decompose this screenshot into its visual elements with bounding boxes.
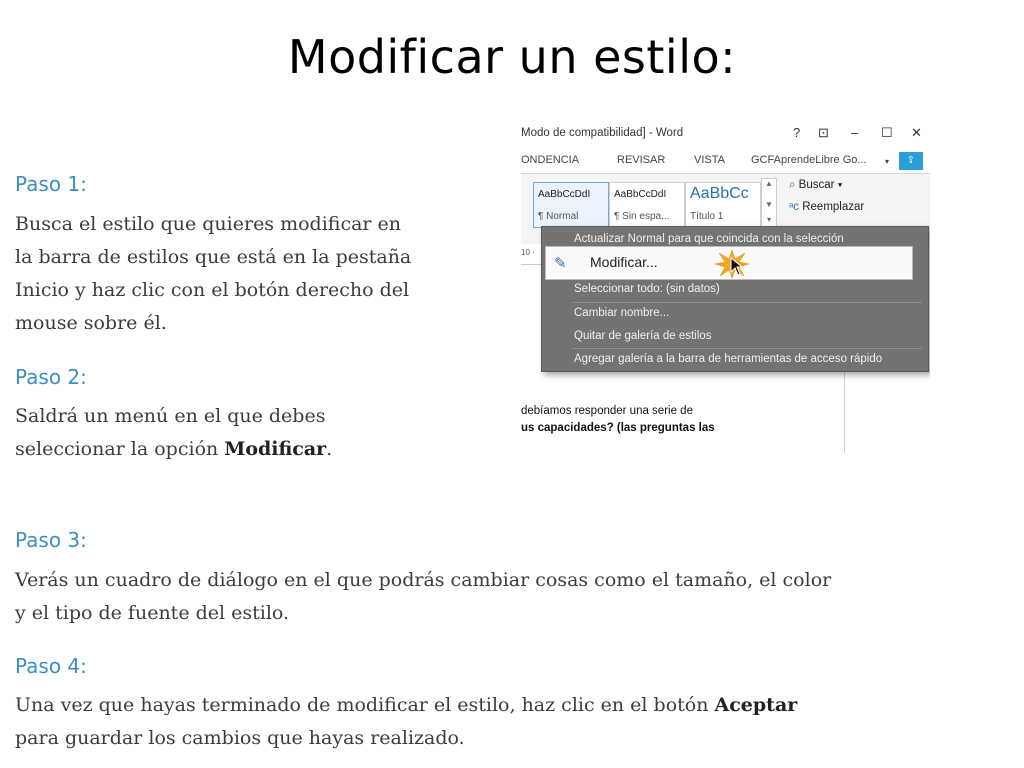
menu-item-select-all[interactable]: Seleccionar todo: (sin datos) xyxy=(574,283,720,295)
menu-separator xyxy=(572,348,922,349)
step-4-bold-button: Aceptar xyxy=(714,694,798,716)
find-dropdown-icon: ▾ xyxy=(837,179,843,191)
style-sample: AaBbCcDdI xyxy=(538,189,591,200)
style-context-menu xyxy=(541,226,929,372)
modify-style-icon: ✎ xyxy=(554,255,567,272)
menu-item-modify-label: Modificar... xyxy=(590,254,658,270)
tab-correspondencia[interactable]: ONDENCIA xyxy=(521,154,580,166)
menu-item-remove-from-gallery[interactable]: Quitar de galería de estilos xyxy=(574,330,712,342)
style-sin-espaciado[interactable] xyxy=(609,182,685,228)
step-2-line xyxy=(15,433,332,466)
click-burst-icon xyxy=(714,249,750,279)
style-sample: AaBbCc xyxy=(690,185,749,202)
step-3-label: Paso 3: xyxy=(15,528,87,552)
step-2-text-post: . xyxy=(326,438,333,460)
document-line: us capacidades? (las preguntas las xyxy=(521,422,715,434)
menu-item-update-normal[interactable]: Actualizar Normal para que coincida con la selección xyxy=(574,233,844,245)
step-3-text xyxy=(15,564,831,630)
word-screenshot xyxy=(521,119,930,453)
replace-icon: ᵃc xyxy=(789,201,800,213)
binoculars-icon: ⌕ xyxy=(789,179,796,191)
step-1-text xyxy=(15,208,411,340)
step-3-line: y el tipo de fuente del estilo. xyxy=(15,602,290,624)
more-styles-icon[interactable]: ▾ xyxy=(766,215,771,224)
word-title-bar xyxy=(521,119,930,149)
menu-item-modify[interactable] xyxy=(545,246,913,280)
step-1-line: Inicio y haz clic con el botón derecho del xyxy=(15,279,410,301)
ribbon-display-button[interactable]: ⊡ xyxy=(818,125,829,140)
step-4-text xyxy=(15,689,797,755)
scroll-down-icon[interactable]: ▼ xyxy=(765,200,773,209)
style-name: ¶ Sin espa... xyxy=(614,211,670,222)
step-4-label: Paso 4: xyxy=(15,654,87,678)
share-icon[interactable]: ⇪ xyxy=(899,152,923,170)
find-button[interactable] xyxy=(789,179,843,192)
scroll-up-icon[interactable]: ▲ xyxy=(765,179,773,188)
step-2-text xyxy=(15,400,332,466)
step-1-line: Busca el estilo que quieres modificar en xyxy=(15,213,402,235)
help-button[interactable]: ? xyxy=(793,125,801,140)
window-title: Modo de compatibilidad] - Word xyxy=(521,127,684,139)
step-3-line: Verás un cuadro de diálogo en el que podrás cambiar cosas como el tamaño, el color xyxy=(15,569,832,591)
menu-item-add-gallery-to-qat[interactable]: Agregar galería a la barra de herramientas de acceso rápido xyxy=(574,353,883,365)
step-2-bold-option: Modificar xyxy=(224,438,327,460)
close-button[interactable]: ✕ xyxy=(911,125,922,140)
document-line: debíamos responder una serie de xyxy=(521,405,693,417)
style-name: Título 1 xyxy=(690,211,724,222)
account-dropdown-icon[interactable]: ▾ xyxy=(885,157,890,166)
style-normal[interactable] xyxy=(533,182,609,228)
style-titulo-1[interactable] xyxy=(685,182,761,228)
step-4-text-pre: Una vez que hayas terminado de modificar el estilo, haz clic en el botón xyxy=(15,694,715,716)
ruler: 10 · xyxy=(521,248,561,265)
step-2-line: Saldrá un menú en el que debes xyxy=(15,405,326,427)
slide-title: Modificar un estilo: xyxy=(287,30,737,84)
step-1-line: la barra de estilos que está en la pestaña xyxy=(15,246,412,268)
menu-separator xyxy=(572,302,922,303)
find-label: Buscar xyxy=(798,179,835,191)
style-name: ¶ Normal xyxy=(538,211,579,222)
step-1-line: mouse sobre él. xyxy=(15,312,167,334)
ribbon-tabs xyxy=(521,149,930,173)
tab-revisar[interactable]: REVISAR xyxy=(617,154,666,166)
replace-label: Reemplazar xyxy=(802,201,865,213)
document-text xyxy=(521,403,715,437)
step-2-label: Paso 2: xyxy=(15,365,87,389)
step-1-label: Paso 1: xyxy=(15,172,87,196)
maximize-button[interactable]: ☐ xyxy=(881,125,893,140)
style-sample: AaBbCcDdI xyxy=(614,189,667,200)
minimize-button[interactable]: – xyxy=(851,125,859,140)
step-4-line: para guardar los cambios que hayas realizado. xyxy=(15,727,465,749)
menu-item-rename[interactable]: Cambiar nombre... xyxy=(574,307,670,319)
tab-vista[interactable]: VISTA xyxy=(694,154,725,166)
step-2-text-pre: seleccionar la opción xyxy=(15,438,225,460)
account-name[interactable]: GCFAprendeLibre Go... xyxy=(751,154,867,166)
replace-button[interactable] xyxy=(789,201,864,213)
step-4-line xyxy=(15,689,797,722)
